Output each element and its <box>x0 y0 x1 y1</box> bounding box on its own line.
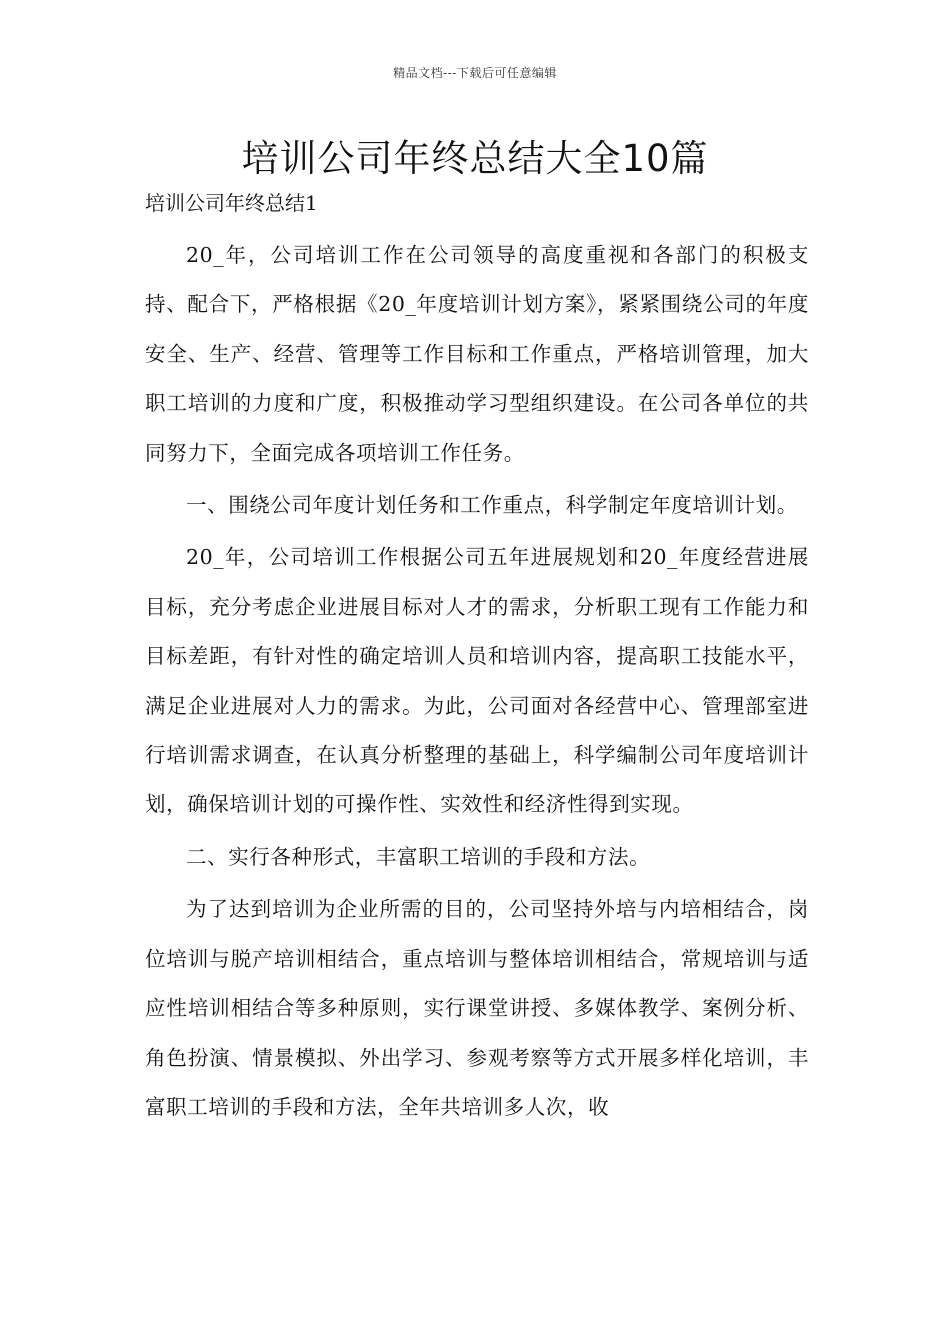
document-title: 培训公司年终总结大全10篇 <box>241 137 709 180</box>
section-heading: 二、实行各种形式，丰富职工培训的手段和方法。 <box>186 844 651 869</box>
paragraph: 20_年，公司培训工作根据公司五年进展规划和20_年度经营进展目标，充分考虑企业进展目标对人才的需求，分析职工现有工作能力和目标差距，有针对性的确定培训人员和培训内容，提高职工技能水平，满足企业进展对人力的需求。为此，公司面对各经营中心、管理部室进行培训需求调查，在认真分析整理的基础上，科学编制公司年度培训计划，确保培训计划的可操作性、实效性和经济性得到实现。 <box>145 545 809 817</box>
paragraph: 20_年，公司培训工作在公司领导的高度重视和各部门的积极支持、配合下，严格根据《20_年度培训计划方案》，紧紧围绕公司的年度安全、生产、经营、管理等工作目标和工作重点，严格培训管理，加大职工培训的力度和广度，积极推动学习型组织建设。在公司各单位的共同努力下，全面完成各项培训工作任务。 <box>145 243 809 465</box>
section-subtitle: 培训公司年终总结1 <box>145 191 318 215</box>
document-body <box>145 231 809 1135</box>
paragraph: 为了达到培训为企业所需的目的，公司坚持外培与内培相结合，岗位培训与脱产培训相结合，重点培训与整体培训相结合，常规培训与适应性培训相结合等多种原则，实行课堂讲授、多媒体教学、案例分析、角色扮演、情景模拟、外出学习、参观考察等方式开展多样化培训，丰富职工培训的手段和方法，全年共培训多人次，收 <box>145 897 809 1119</box>
section-heading: 一、围绕公司年度计划任务和工作重点，科学制定年度培训计划。 <box>186 493 798 518</box>
header-note: 精品文档---下载后可任意编辑 <box>393 66 557 80</box>
